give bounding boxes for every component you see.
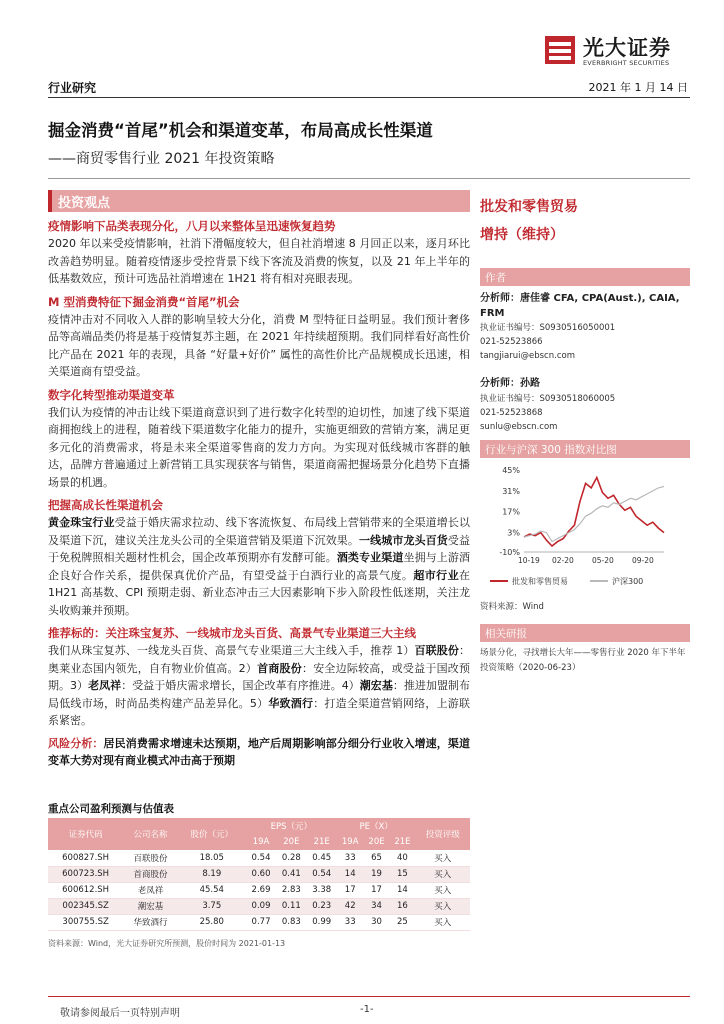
bold-lead: 一线城市龙头百货 bbox=[359, 533, 448, 547]
x-tick-label: 05-20 bbox=[592, 555, 614, 565]
view-block-4 bbox=[48, 496, 470, 619]
view-block-5 bbox=[48, 624, 470, 730]
table-cell-code: 002345.SZ bbox=[48, 898, 123, 914]
industry-rating: 增持（维持） bbox=[480, 227, 564, 243]
paragraph-text: ：打造全渠道营销网络，上游联系紧密。 bbox=[48, 696, 471, 727]
view-block-3 bbox=[48, 386, 470, 492]
table-cell-code: 600612.SH bbox=[48, 882, 123, 898]
author-bar: 作者 bbox=[480, 268, 690, 286]
analyst-email[interactable]: sunlu@ebscn.com bbox=[480, 421, 558, 432]
table-cell-eps20: 0.28 bbox=[276, 850, 306, 866]
col-header-rating: 投资评级 bbox=[415, 818, 470, 850]
y-tick-label: -10% bbox=[499, 547, 520, 557]
y-tick-label: 3% bbox=[507, 528, 520, 538]
table-cell-price: 8.19 bbox=[178, 866, 246, 882]
analyst-phone: 021-52523866 bbox=[480, 337, 543, 347]
table-cell-rating: 买入 bbox=[415, 850, 470, 866]
table-cell-pe19: 42 bbox=[337, 898, 364, 914]
table-cell-pe19: 33 bbox=[337, 914, 364, 930]
legend-label: 批发和零售贸易 bbox=[512, 576, 568, 586]
paragraph-text: 坐拥与上游酒企良好合作关系，提供保真优价产品，有望受益于白酒行业的高景气度。 bbox=[48, 551, 471, 582]
title-divider bbox=[48, 178, 690, 179]
table-cell-eps19: 0.77 bbox=[246, 914, 276, 930]
paragraph-text: ：受益于婚庆需求增长，国企改革有序推进。4） bbox=[121, 679, 360, 692]
table-cell-eps19: 0.60 bbox=[246, 866, 276, 882]
paragraph-text: 我们从珠宝复苏、一线龙头百货、高景气专业渠道三大主线入手，推荐 1） bbox=[48, 644, 415, 657]
table-cell-pe19: 33 bbox=[337, 850, 364, 866]
logo-subtext: EVERBRIGHT SECURITIES bbox=[583, 59, 670, 67]
industry-name: 批发和零售贸易 bbox=[480, 199, 578, 215]
chart-title-bar: 行业与沪深 300 指数对比图 bbox=[480, 440, 690, 458]
legend-label: 沪深300 bbox=[612, 576, 644, 586]
page-subtitle: ——商贸零售行业 2021 年投资策略 bbox=[48, 151, 275, 167]
col-header-year: 20E bbox=[276, 834, 306, 850]
y-tick-label: 45% bbox=[502, 465, 520, 475]
chart-source: 资料来源：Wind bbox=[480, 601, 544, 612]
table-cell-pe21: 40 bbox=[389, 850, 415, 866]
analyst-cert: 执业证书编号：S0930516050001 bbox=[480, 323, 616, 333]
risk-label: 风险分析： bbox=[48, 736, 104, 750]
table-note: 资料来源：Wind，光大证券研究所预测，股价时间为 2021-01-13 bbox=[48, 939, 286, 948]
page-number: -1- bbox=[360, 1004, 374, 1015]
table-body bbox=[48, 850, 470, 930]
brand-logo bbox=[543, 30, 703, 74]
table-row bbox=[48, 914, 470, 930]
table-cell-price: 18.05 bbox=[178, 850, 246, 866]
table-cell-pe20: 65 bbox=[364, 850, 390, 866]
table-cell-pe19: 14 bbox=[337, 866, 364, 882]
table-title: 重点公司盈利预测与估值表 bbox=[48, 803, 174, 815]
footer-divider bbox=[48, 996, 690, 997]
view-heading: 把握高成长性渠道机会 bbox=[48, 498, 163, 512]
investment-views bbox=[48, 190, 470, 770]
table-row bbox=[48, 850, 470, 866]
table-cell-pe20: 17 bbox=[364, 882, 390, 898]
table-cell-eps19: 0.54 bbox=[246, 850, 276, 866]
table-cell-pe21: 16 bbox=[389, 898, 415, 914]
stock-name: 首商股份 bbox=[257, 661, 302, 675]
risk-text: 居民消费需求增速未达预期，地产后周期影响部分细分行业收入增速，渠道变革大势对现有商业模式冲击高于预期 bbox=[48, 736, 471, 767]
table-cell-rating: 买入 bbox=[415, 898, 470, 914]
stock-name: 潮宏基 bbox=[359, 679, 393, 692]
table-cell-eps19: 0.09 bbox=[246, 898, 276, 914]
paragraph-text: 受益于免税牌照相关题材性机会，国企改革预期亦有发酵可能。 bbox=[48, 533, 471, 564]
table-cell-name: 老凤祥 bbox=[123, 882, 178, 898]
table-cell-eps19: 2.69 bbox=[246, 882, 276, 898]
table-cell-price: 45.54 bbox=[178, 882, 246, 898]
paragraph-text: 受益于婚庆需求拉动、线下客流恢复、布局线上营销带来的全渠道增长以及渠道下沉，建议关注龙头公司的全渠道营销及渠道下沉效果。 bbox=[48, 516, 471, 547]
table-cell-name: 华致酒行 bbox=[123, 914, 178, 930]
table-row bbox=[48, 882, 470, 898]
analyst-1 bbox=[480, 292, 690, 363]
table-cell-eps20: 2.83 bbox=[276, 882, 306, 898]
table-cell-eps21: 0.45 bbox=[307, 850, 337, 866]
table-cell-eps20: 0.83 bbox=[276, 914, 306, 930]
view-heading: 数字化转型推动渠道变革 bbox=[48, 387, 175, 402]
analyst-name: 唐佳睿 CFA, CPA(Aust.), CAIA, FRM bbox=[480, 293, 680, 319]
col-header-year: 20E bbox=[364, 834, 390, 850]
view-heading: M 型消费特征下掘金消费“首尾”机会 bbox=[48, 294, 240, 309]
stock-name: 百联股份 bbox=[414, 644, 460, 657]
table-cell-name: 潮宏基 bbox=[123, 898, 178, 914]
related-research-bar: 相关研报 bbox=[480, 624, 690, 642]
logo-text: 光大证券 bbox=[583, 36, 671, 60]
report-date: 2021 年 1 月 14 日 bbox=[588, 81, 688, 94]
stock-name: 华致酒行 bbox=[268, 696, 314, 710]
analyst-2 bbox=[480, 377, 690, 434]
col-header-eps: EPS（元） bbox=[246, 818, 337, 834]
table-cell-eps21: 0.23 bbox=[307, 898, 337, 914]
paragraph-text: ：推进加盟制布局低线市场，时尚品类构建产品差异化。5） bbox=[48, 679, 471, 710]
table-cell-price: 3.75 bbox=[178, 898, 246, 914]
table-cell-code: 300755.SZ bbox=[48, 914, 123, 930]
col-header-year: 19A bbox=[246, 834, 276, 850]
table-cell-name: 百联股份 bbox=[123, 850, 178, 866]
paragraph-text: 在 1H21 高基数、CPI 预期走弱、新业态冲击三大因素影响下步入阶段性低迷期，关注龙头收购兼并预期。 bbox=[48, 568, 471, 617]
related-research-item[interactable]: 场景分化，寻找增长大年——零售行业 2020 年下半年投资策略（2020-06-23） bbox=[480, 647, 686, 673]
view-paragraph bbox=[48, 642, 470, 730]
x-tick-label: 10-19 bbox=[518, 555, 540, 565]
view-heading: 推荐标的：关注珠宝复苏、一线城市龙头百货、高景气专业渠道三大主线 bbox=[48, 626, 416, 640]
table-cell-pe21: 14 bbox=[389, 882, 415, 898]
analyst-label: 分析师： bbox=[480, 378, 520, 389]
table-cell-price: 25.80 bbox=[178, 914, 246, 930]
analyst-name-line bbox=[480, 292, 690, 321]
footer-disclaimer: 敬请参阅最后一页特别声明 bbox=[60, 1008, 180, 1019]
risk-analysis bbox=[48, 735, 470, 770]
stock-name: 老凤祥 bbox=[88, 679, 122, 692]
col-header-year: 21E bbox=[389, 834, 415, 850]
col-header-pe: PE（X） bbox=[337, 818, 416, 834]
table-cell-pe20: 30 bbox=[364, 914, 390, 930]
view-paragraph: 我们认为疫情的冲击让线下渠道商意识到了进行数字化转型的迫切性，加速了线下渠道商拥抱线上的进程，随着线下渠道数字化能力的提升，实施更细致的营销方案，满足更多元化的消费需求，将是未来全渠道零售商的发力方向。为实现对低线城市客群的触达，品牌方普遍通过上新营销工具实现获客与销售，渠道商需把握场景分化趋势下直播场景的机遇。 bbox=[48, 405, 470, 489]
table-cell-eps20: 0.41 bbox=[276, 866, 306, 882]
analyst-name-line bbox=[480, 377, 690, 392]
table-cell-eps21: 3.38 bbox=[307, 882, 337, 898]
table-row bbox=[48, 898, 470, 914]
view-paragraph: 疫情冲击对不同收入人群的影响呈较大分化，消费 M 型特征日益明显。我们预计奢侈品等高端品类仍将是基于疫情复苏主题，在 2021 年持续超预期。我们同样看好高性价比产品在 2021 年的表现，具备 “好量+好价” 属性的高性价比产品规模成长迅速，相关渠道商有望受益。 bbox=[48, 312, 470, 378]
table-cell-pe21: 15 bbox=[389, 866, 415, 882]
analyst-phone: 021-52523868 bbox=[480, 407, 543, 418]
y-tick-label: 17% bbox=[502, 507, 520, 517]
table-cell-code: 600827.SH bbox=[48, 850, 123, 866]
x-tick-label: 02-20 bbox=[552, 555, 574, 565]
paragraph-text: ：奥莱业态国内领先，自有物业价值高。2） bbox=[48, 644, 471, 675]
table-cell-eps20: 0.11 bbox=[276, 898, 306, 914]
x-tick-label: 09-20 bbox=[632, 555, 654, 565]
view-paragraph bbox=[48, 514, 470, 619]
analyst-label: 分析师： bbox=[480, 293, 520, 304]
table-cell-eps21: 0.54 bbox=[307, 866, 337, 882]
table-cell-pe20: 19 bbox=[364, 866, 390, 882]
bold-lead: 黄金珠宝行业 bbox=[48, 516, 115, 529]
view-heading: 疫情影响下品类表现分化，八月以来整体呈迅速恢复趋势 bbox=[48, 219, 336, 233]
bold-lead: 超市行业 bbox=[413, 568, 460, 582]
analyst-cert: 执业证书编号：S0930518060005 bbox=[480, 393, 616, 404]
table-cell-pe19: 17 bbox=[337, 882, 364, 898]
view-paragraph: 2020 年以来受疫情影响，社消下滑幅度较大，但自社消增速 8 月回正以来，逐月环比改善趋势明显。随着疫情逐步受控背景下线下客流及消费的恢复，以及 21 年上半年的低基数效应，预计可选品社消增速在 1H21 将有相对亮眼表现。 bbox=[48, 237, 470, 285]
series-line-1 bbox=[524, 486, 664, 541]
table-cell-rating: 买入 bbox=[415, 882, 470, 898]
analyst-email[interactable]: tangjiarui@ebscn.com bbox=[480, 351, 575, 361]
col-header-code: 证券代码 bbox=[48, 818, 123, 850]
col-header-year: 21E bbox=[307, 834, 337, 850]
sidebar bbox=[480, 190, 690, 676]
paragraph-text: ：安全边际较高，或受益于国改预期。3） bbox=[48, 661, 471, 692]
bold-lead: 酒类专业渠道 bbox=[336, 551, 404, 564]
table-cell-rating: 买入 bbox=[415, 914, 470, 930]
col-header-year: 19A bbox=[337, 834, 364, 850]
page-title: 掘金消费“首尾”机会和渠道变革，布局高成长性渠道 bbox=[48, 121, 433, 140]
section-title-bar: 投资观点 bbox=[48, 190, 470, 212]
table-cell-pe20: 34 bbox=[364, 898, 390, 914]
report-type: 行业研究 bbox=[48, 81, 97, 95]
valuation-table bbox=[48, 818, 470, 931]
table-cell-name: 首商股份 bbox=[123, 866, 178, 882]
performance-chart bbox=[480, 460, 690, 600]
table-cell-code: 600723.SH bbox=[48, 866, 123, 882]
table-cell-rating: 买入 bbox=[415, 866, 470, 882]
view-block-2 bbox=[48, 293, 470, 381]
y-tick-label: 31% bbox=[502, 486, 520, 496]
header-divider bbox=[48, 97, 690, 98]
col-header-name: 公司名称 bbox=[123, 818, 178, 850]
table-cell-eps21: 0.99 bbox=[307, 914, 337, 930]
col-header-price: 股价（元） bbox=[178, 818, 246, 850]
table-cell-pe21: 25 bbox=[389, 914, 415, 930]
table-row bbox=[48, 866, 470, 882]
logo-mark-icon bbox=[543, 34, 577, 66]
view-block-1 bbox=[48, 217, 470, 288]
analyst-name: 孙路 bbox=[520, 378, 540, 389]
